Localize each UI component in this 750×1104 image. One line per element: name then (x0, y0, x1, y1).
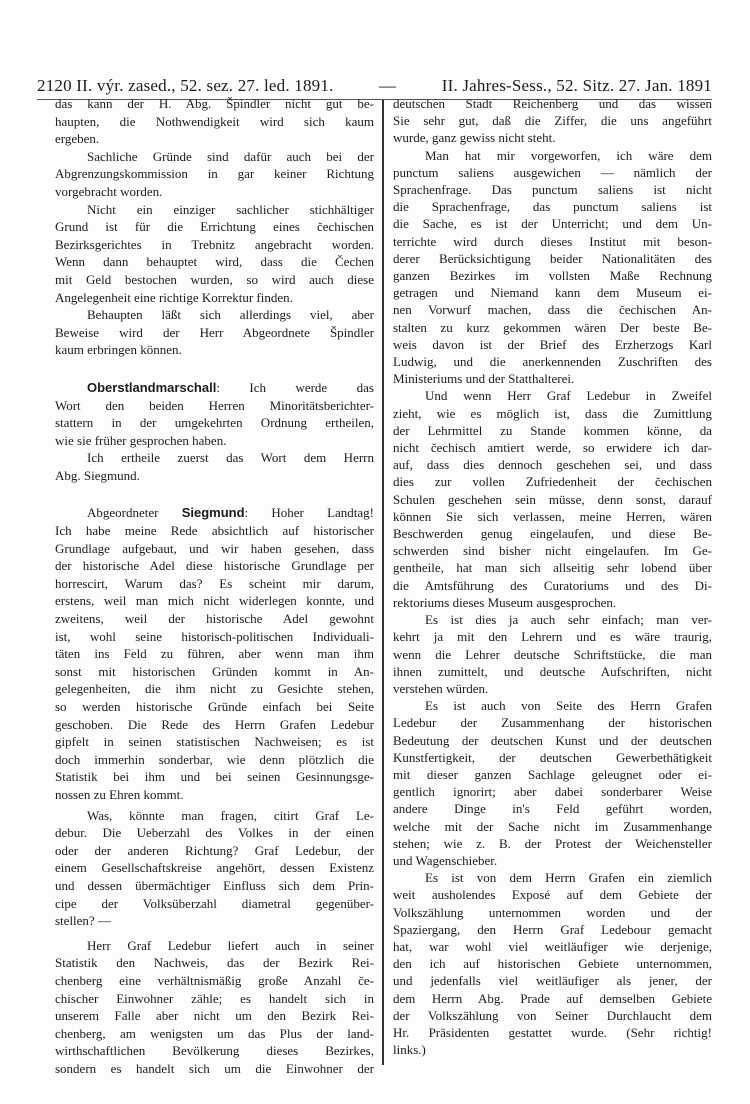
text-line: oder der anderen Richtung? Graf Ledebur, der (55, 842, 374, 858)
text-line: der Volkszählung von Seiner Durchlaucht dem (393, 1007, 712, 1023)
text-line: zieht, wie es möglich ist, dass die Zumittlung (393, 405, 712, 421)
text-line: Man hat mir vorgeworfen, ich wäre dem (425, 147, 712, 163)
text-line: täten ins Feld zu führen, aber wenn man ihm (55, 646, 374, 662)
text-line: chenberg eine verhältnismäßig große Anzahl če- (55, 972, 374, 988)
text-line: Es ist von dem Herrn Grafen ein ziemlich (425, 870, 712, 886)
text-line: andere Dinge in's Feld geführt worden, (393, 801, 712, 817)
speech-text: : Ich werde das (216, 379, 374, 395)
text-line: Was, könnte man fragen, citirt Graf Le- (87, 807, 374, 823)
left-column (55, 95, 374, 1077)
text-line: können Sie sich verlassen, meine Herren, wären (393, 508, 712, 524)
header-german: II. Jahres-Sess., 52. Sitz. 27. Jan. 1891 (441, 76, 712, 95)
speaker-title: Abgeordneter (87, 505, 182, 521)
text-line: Ich ertheile zuerst das Wort dem Herrn (87, 450, 374, 466)
text-line: horrescirt, Warum das? Es scheint mir darum, (55, 575, 374, 591)
text-line: Herr Graf Ledebur liefert auch in seiner (87, 937, 374, 953)
text-line: Und wenn Herr Graf Ledebur in Zweifel (425, 388, 712, 404)
text-line: geschoben. Die Rede des Herrn Grafen Ledebur (55, 716, 374, 732)
text-line: nossen zu Ehren kommt. (55, 786, 184, 802)
paragraph (55, 201, 374, 307)
text-line: chenberg, am wenigsten um das Plus der land- (55, 1025, 374, 1041)
text-line: links.) (393, 1042, 426, 1058)
paragraph (55, 306, 374, 359)
text-line: rektoriums dieses Museum ausgesprochen. (393, 594, 617, 610)
paragraph (393, 387, 712, 611)
paragraph (55, 504, 374, 803)
paragraph (55, 95, 374, 148)
text-line: zweitens, weil der historische Adel gewohnt (55, 611, 374, 627)
text-line: Bezirksgerichtes in Trebnitz angebracht worden. (55, 236, 374, 252)
text-line: weit ausholendes Exposé auf dem Gebiete der (393, 887, 712, 903)
text-line: ergeben. (55, 131, 100, 147)
text-line: wie sie früher gesprochen haben. (55, 432, 227, 448)
text-line: dies zur vollen Zufriedenheit der čechischen (393, 474, 712, 490)
text-line: hat, war wohl viel weitläufiger wie derjenige, (393, 938, 712, 954)
text-line: Es ist auch von Seite des Herrn Grafen (425, 698, 712, 714)
speaker-name: Siegmund (181, 505, 245, 521)
text-line: kaum erbringen können. (55, 342, 182, 358)
text-line: sondern es handelt sich um die Einwohner der (55, 1060, 374, 1076)
text-line: Wenn dann behauptet wird, dass die Čechen (55, 254, 374, 270)
text-line: gentheile, hat man sich allseitig sehr lobend über (393, 560, 712, 576)
text-line: Wort den beiden Herren Minoritätsberichter- (55, 397, 374, 413)
text-line: Sachliche Gründe sind dafür auch bei der (87, 148, 374, 164)
text-line: Bedeutung der deutschen Kunst und der deutschen (393, 732, 712, 748)
text-line: cipe der Volksüberzahl diametral gegenüber- (55, 895, 374, 911)
text-line: und dessen übermächtiger Einfluss sich dem Prin- (55, 877, 374, 893)
paragraph (393, 697, 712, 869)
text-line: so werden historische Gründe einfach bei Seite (55, 699, 374, 714)
text-line: den ich auf historischen Gebiete unternommen, (393, 956, 712, 972)
text-line: Es ist dies ja auch sehr einfach; man ver- (425, 612, 712, 628)
text-line: Beschwerden genug eingelaufen, und diese Be- (393, 526, 712, 542)
paragraph (55, 449, 374, 484)
text-line: und jedenfalls viel weitläufiger als jener, der (393, 973, 712, 989)
text-line: einem Gesellschaftskreise angehört, dessen Existenz (55, 860, 374, 876)
text-line: die Sache, es ist der Unterricht; und dem Un- (393, 216, 712, 232)
text-line: wurde, ganz gewiss nicht steht. (393, 130, 556, 146)
text-line: Nicht ein einziger sachlicher stichhältiger (87, 201, 374, 217)
text-line: Volkszählung unternommen worden und der (393, 904, 712, 920)
paragraph (55, 807, 374, 930)
right-column (393, 95, 712, 1058)
text-line: Grundlage aufgebaut, und wir haben gesehen, dass (55, 540, 374, 556)
text-line: Statistik bei ihm und bei seinen Gesinnungsge- (55, 769, 374, 785)
text-line: Schulen geschehen sein müsse, denn sonst, darauf (393, 491, 712, 507)
text-line: Ludwig, und die anerkennenden Zuschriften des (393, 354, 712, 370)
text-line: haupten, die Nothwendigkeit wird sich kaum (55, 113, 374, 129)
text-line: mit Geld bestochen wurden, so wird auch diese (55, 271, 374, 287)
text-line: gentlich ignorirt; aber dabei sonderbarer Weise (393, 784, 712, 800)
text-line: chischer Einwohner zähle; es handelt sich in (55, 990, 374, 1006)
text-line: die Amtsführung des Curatoriums und des Di- (393, 577, 712, 593)
header-separator: — (379, 76, 397, 95)
text-line: nen Vorwurf machen, dass die čechischen An- (393, 302, 712, 318)
text-line: der historische Adel diese historische Grundlage per (55, 558, 374, 574)
text-line: weis davon ist der Brief des Erzherzogs Karl (393, 336, 712, 352)
text-line: Ledebur der Zusammenhang der historischen (393, 715, 712, 731)
text-line: gipfelt in seinen statistischen Nachweisen; es ist (55, 734, 374, 750)
text-line: unserem Falle aber nicht um den Bezirk Rei- (55, 1008, 374, 1024)
text-line: Beweise wird der Herr Abgeordnete Špindler (55, 324, 374, 340)
speaker-line (55, 379, 374, 397)
text-line: der Lehrmittel zu Stande kommen könne, da (393, 422, 712, 438)
text-line: wenn die Lehrer deutsche Schriftstücke, die man (393, 646, 712, 662)
paragraph (55, 379, 374, 449)
text-line: stellen? — (55, 913, 111, 929)
text-line: getragen und Niemand kann dem Museum ei- (393, 285, 712, 301)
text-line: Sprachenfrage. Das punctum saliens ist nicht (393, 182, 712, 198)
text-line: stattern in der umgekehrten Ordnung ertheilen, (55, 415, 374, 431)
text-line: ganzen Bezirkes im vollsten Maße Rechnung (393, 268, 712, 284)
text-line: kehrt ja mit den Lehrern und es wäre traurig, (393, 629, 712, 645)
text-line: Grund ist für die Errichtung eines čechischen (55, 219, 374, 235)
text-line: doch immerhin sonderbar, wie denn plötzlich die (55, 751, 374, 767)
text-line: sonst mit historischen Gründen kommt in An- (55, 663, 374, 679)
text-line: stehen; wie z. B. der Protest der Weichensteller (393, 835, 712, 851)
text-line: ihnen zumittelt, und deutsche Aufschriften, nicht (393, 663, 712, 679)
text-line: gelegenheiten, die ihm nicht zu Gesichte stehen, (55, 681, 374, 697)
text-line: welche mit der Sache nicht im Zusammenhange (393, 818, 712, 834)
text-line: Ministeriums und der Statthalterei. (393, 371, 575, 387)
text-line: deutschen Stadt Reichenberg und das wissen (393, 96, 712, 111)
paragraph (393, 147, 712, 388)
text-line: Statistik den Nachweis, das der Bezirk Rei- (55, 955, 374, 971)
text-line: nicht čechisch amtiert werde, so erwidere ich dar- (393, 440, 712, 456)
speech-text: : Hoher Landtag! (244, 505, 374, 521)
text-line: schwerden sind bisher nicht eingelaufen. Im Ge- (393, 543, 712, 559)
column-divider (382, 100, 384, 1065)
speaker-name: Oberstlandmarschall (87, 379, 217, 395)
paragraph (55, 937, 374, 1078)
paragraph (55, 148, 374, 201)
text-line: Behaupten läßt sich allerdings viel, aber (87, 307, 374, 323)
text-line: Hr. Präsidenten gestattet wurde. (Sehr richtig! (393, 1024, 712, 1040)
text-line: Abg. Siegmund. (55, 467, 140, 483)
text-line: vorgebracht worden. (55, 183, 163, 199)
text-line: debur. Die Ueberzahl des Volkes in der einen (55, 825, 374, 841)
text-line: Angelegenheit eine richtige Korrektur finden. (55, 289, 293, 305)
paragraph (393, 611, 712, 697)
text-line: ist, wohl seine historisch-politischen Individuali- (55, 628, 374, 644)
text-line: erstens, weil man mich nicht widerlegen konnte, und (55, 593, 374, 609)
text-line: Abgrenzungskommission in gar keiner Richtung (55, 166, 374, 182)
speaker-line (55, 504, 374, 522)
text-line: Sie sehr gut, daß die Ziffer, die uns angeführt (393, 113, 712, 129)
text-line: auf, dass dies dennoch geschehen sei, und dass (393, 457, 712, 473)
header-czech: 2120 II. výr. zased., 52. sez. 27. led. 1891. (37, 76, 334, 95)
text-line: Ich habe meine Rede absichtlich auf historischer (55, 523, 374, 539)
text-line: dem Herrn Abg. Prade auf demselben Gebiete (393, 990, 712, 1006)
paragraph (393, 869, 712, 1058)
text-line: wirthschaftlichen Bevölkerung dieses Bezirkes, (55, 1043, 374, 1059)
text-line: terrichte wird durch dieses Institut mit beson- (393, 233, 712, 249)
text-line: die Sprachenfrage, das punctum saliens ist (393, 199, 712, 215)
text-line: stalten zu kurz gekommen wären Der beste Be- (393, 319, 712, 335)
text-line: punctum saliens ausgewichen — nämlich der (393, 164, 712, 180)
text-line: Spaziergang, den Herrn Graf Ledebour gemacht (393, 921, 712, 937)
text-line: verstehen würden. (393, 680, 489, 696)
text-line: mit dieser ganzen Sachlage geleugnet oder ei- (393, 766, 712, 782)
text-line: derer Berücksichtigung beider Nationalitäten des (393, 250, 712, 266)
text-line: und Wagenschieber. (393, 852, 498, 868)
text-line: Kunstfertigkeit, der deutschen Gewerbethätigkeit (393, 749, 712, 765)
text-line: das kann der H. Abg. Špindler nicht gut be- (55, 96, 374, 111)
paragraph (393, 95, 712, 147)
